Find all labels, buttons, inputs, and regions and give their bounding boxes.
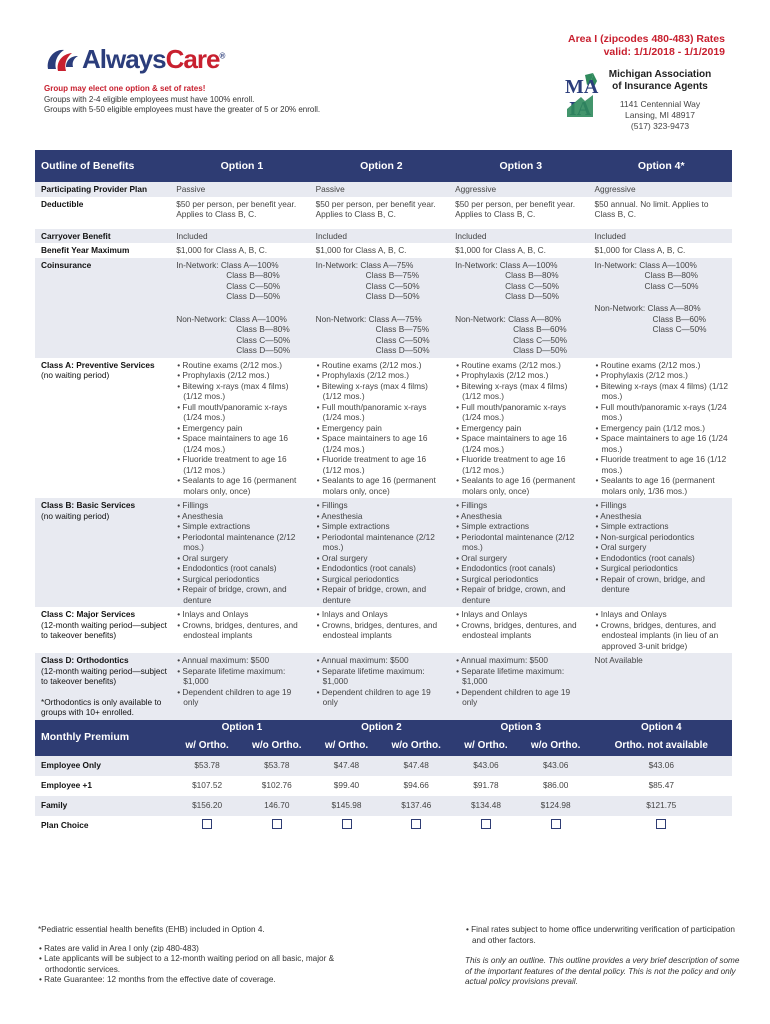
class-b-title: Class B: Basic Services — [41, 500, 136, 510]
deductible-option-3: $50 per person, per benefit year. Applies to Class B, C. — [451, 197, 590, 229]
coins-line: Class D—50% — [513, 345, 568, 355]
premium-sub: w/o Ortho. — [242, 738, 312, 756]
coins-line: Class C—50% — [652, 324, 707, 334]
coinsurance-option-1 — [172, 258, 311, 358]
footer-ehb-note: *Pediatric essential health benefits (EHB) included in Option 4. — [38, 925, 265, 934]
coins-line: Class B—80% — [505, 270, 559, 280]
coinsurance-option-2 — [312, 258, 451, 358]
row-label-coinsurance: Coinsurance — [35, 258, 172, 358]
premium-value: $43.06 — [521, 756, 591, 776]
footer-notes-left: *Pediatric essential health benefits (EHB) included in Option 4. • Rates are valid in Area I only (zip 480-483) • Late applicants will be subject to a 12-month waiting period on all basic, major & orthodontic services. • Rate Guarantee: 12 months from the effective date of coverage. — [38, 925, 368, 986]
premium-sub: w/ Ortho. — [312, 738, 382, 756]
row-label-max: Benefit Year Maximum — [35, 243, 172, 258]
premium-sub: w/o Ortho. — [381, 738, 451, 756]
row-label-class-c — [35, 607, 172, 653]
association-address1: 1141 Centennial Way — [619, 99, 701, 109]
row-label-carryover: Carryover Benefit — [35, 229, 172, 244]
premium-value: $53.78 — [242, 756, 312, 776]
plan-choice-checkbox[interactable] — [202, 819, 212, 829]
header-option-3: Option 3 — [451, 150, 590, 182]
row-label-deductible: Deductible — [35, 197, 172, 229]
class-a-title: Class A: Preventive Services — [41, 359, 155, 370]
class-c-option-4: • Inlays and Onlays • Crowns, bridges, dentures, and endosteal implants (in lieu of an approved 3-unit bridge) — [591, 607, 732, 653]
premium-value: $85.47 — [591, 776, 732, 796]
group-enrollment-note — [44, 84, 320, 116]
table-row — [35, 607, 732, 653]
table-row — [35, 653, 732, 720]
coins-line: Class D—50% — [236, 345, 291, 355]
alwayscare-logo-icon — [44, 45, 80, 75]
premium-sub: Ortho. not available — [591, 738, 732, 756]
coins-line: Class B—60% — [652, 313, 707, 324]
coinsurance-option-3 — [451, 258, 590, 358]
premium-row-label: Employee +1 — [35, 776, 172, 796]
premium-option-1: Option 1 — [172, 720, 311, 738]
coins-line: Class B—75% — [365, 270, 420, 280]
coins-line: Non-Network: Class A—80% — [594, 303, 701, 313]
premium-option-2: Option 2 — [312, 720, 451, 738]
plan-option-4: Aggressive — [591, 182, 732, 197]
plan-choice-checkbox[interactable] — [272, 819, 282, 829]
coins-line: Class B—80% — [236, 324, 290, 334]
class-d-option-2: • Annual maximum: $500 • Separate lifetime maximum: $1,000 • Dependent children to age 19 only — [312, 653, 451, 720]
class-d-sub: (12-month waiting period—subject to takeover benefits) — [41, 665, 167, 686]
premium-row-label: Family — [35, 796, 172, 816]
coinsurance-option-4 — [591, 258, 732, 358]
alwayscare-logo — [44, 44, 224, 75]
table-row — [35, 229, 732, 244]
class-b-option-4: • Fillings • Anesthesia • Simple extractions • Non-surgical periodontics • Oral surgery • Endodontics (root canals) • Surgical periodontics • Repair of crown, bridge, and denture — [591, 498, 732, 607]
premium-value: $137.46 — [381, 796, 451, 816]
association-address2: Lansing, MI 48917 — [625, 110, 695, 120]
premium-sub: w/ Ortho. — [172, 738, 242, 756]
premium-row — [35, 796, 732, 816]
premium-value: $134.48 — [451, 796, 521, 816]
class-d-option-1: • Annual maximum: $500 • Separate lifetime maximum: $1,000 • Dependent children to age 19 only — [172, 653, 311, 720]
deductible-option-1: $50 per person, per benefit year. Applies to Class B, C. — [172, 197, 311, 229]
brand-name — [82, 44, 224, 75]
premium-option-4: Option 4 — [591, 720, 732, 738]
plan-choice-checkbox[interactable] — [656, 819, 666, 829]
table-row — [35, 258, 732, 358]
class-b-option-1: • Fillings • Anesthesia • Simple extractions • Periodontal maintenance (2/12 mos.) • Oral surgery • Endodontics (root canals) • Surgical periodontics • Repair of bridge, crown, and denture — [172, 498, 311, 607]
premium-header-row — [35, 720, 732, 738]
footer-disclaimer: This is only an outline. This outline provides a very brief description of some of the important features of the dental policy. This is not the policy and only actual policy provisions prevail. — [465, 956, 740, 986]
premium-value: $102.76 — [242, 776, 312, 796]
footer-right-bullet: Final rates subject to home office underwriting verification of participation and other factors. — [471, 925, 735, 945]
row-label-class-d — [35, 653, 172, 720]
max-option-3: $1,000 for Class A, B, C. — [451, 243, 590, 258]
table-row — [35, 243, 732, 258]
class-b-sub: (no waiting period) — [41, 510, 110, 521]
class-a-sub: (no waiting period) — [41, 370, 110, 380]
association-name-line2: of Insurance Agents — [612, 81, 708, 92]
coins-line: Class C—50% — [505, 280, 560, 291]
class-c-sub: (12-month waiting period—subject to takeover benefits) — [41, 619, 167, 640]
area-line1: Area I (zipcodes 480-483) Rates — [568, 33, 725, 45]
carryover-option-1: Included — [172, 229, 311, 244]
coins-line: Class C—50% — [236, 334, 291, 345]
row-label-plan: Participating Provider Plan — [35, 182, 172, 197]
premium-option-3: Option 3 — [451, 720, 590, 738]
coins-line: Class C—50% — [644, 280, 699, 291]
class-a-option-3: • Routine exams (2/12 mos.) • Prophylaxis (2/12 mos.) • Bitewing x-rays (max 4 films) (1/12 mos.) • Full mouth/panoramic x-rays (1/24 mos.) • Emergency pain • Space maintainers to age 16 (1/24 mos.) • Fluoride treatment to age 16 (1/12 mos.) • Sealants to age 16 (permanent molars only, once) — [451, 358, 590, 499]
brand-name-part2: Care — [165, 44, 220, 74]
carryover-option-3: Included — [451, 229, 590, 244]
coins-line: Class C—50% — [226, 280, 281, 291]
group-note-line2: Groups with 5-50 eligible employees must have the greater of 5 or 20% enroll. — [44, 105, 321, 114]
premium-value: $124.98 — [521, 796, 591, 816]
class-a-option-2: • Routine exams (2/12 mos.) • Prophylaxis (2/12 mos.) • Bitewing x-rays (max 4 films) (1/12 mos.) • Full mouth/panoramic x-rays (1/24 mos.) • Emergency pain • Space maintainers to age 16 (1/24 mos.) • Fluoride treatment to age 16 (1/12 mos.) • Sealants to age 16 (permanent molars only, once) — [312, 358, 451, 499]
premium-value: $53.78 — [172, 756, 242, 776]
coins-line: In-Network: Class A—100% — [176, 259, 279, 270]
premium-value: $43.06 — [591, 756, 732, 776]
class-b-option-3: • Fillings • Anesthesia • Simple extractions • Periodontal maintenance (2/12 mos.) • Oral surgery • Endodontics (root canals) • Surgical periodontics • Repair of bridge, crown, and denture — [451, 498, 590, 607]
coins-line: Class B—75% — [375, 324, 430, 334]
premium-value: $94.66 — [381, 776, 451, 796]
group-note-headline: Group may elect one option & set of rates! — [44, 84, 206, 93]
header-option-4: Option 4* — [591, 150, 732, 182]
coins-line: Class B—80% — [226, 270, 280, 280]
plan-choice-checkbox[interactable] — [481, 819, 491, 829]
footer-bullet: Rates are valid in Area I only (zip 480-483) — [44, 943, 199, 953]
coins-line: Non-Network: Class A—75% — [315, 313, 422, 324]
premium-value: $99.40 — [312, 776, 382, 796]
premium-value: $43.06 — [451, 756, 521, 776]
brand-name-part1: Always — [82, 44, 166, 74]
coins-line: In-Network: Class A—100% — [594, 259, 697, 270]
deductible-option-4: $50 annual. No limit. Applies to Class B, C. — [591, 197, 732, 229]
class-a-option-1: • Routine exams (2/12 mos.) • Prophylaxis (2/12 mos.) • Bitewing x-rays (max 4 films) (1/12 mos.) • Full mouth/panoramic x-rays (1/24 mos.) • Emergency pain • Space maintainers to age 16 (1/24 mos.) • Fluoride treatment to age 16 (1/12 mos.) • Sealants to age 16 (permanent molars only, once) — [172, 358, 311, 499]
class-b-option-2: • Fillings • Anesthesia • Simple extractions • Periodontal maintenance (2/12 mos.) • Oral surgery • Endodontics (root canals) • Surgical periodontics • Repair of bridge, crown, and denture — [312, 498, 451, 607]
class-c-option-2: • Inlays and Onlays • Crowns, bridges, dentures, and endosteal implants — [312, 607, 451, 653]
premium-row-label: Employee Only — [35, 756, 172, 776]
carryover-option-4: Included — [591, 229, 732, 244]
benefits-header-row — [35, 150, 732, 182]
class-d-option-4: Not Available — [591, 653, 732, 720]
association-info — [595, 69, 725, 132]
coins-line: Class D—50% — [505, 291, 560, 301]
coins-line: In-Network: Class A—100% — [455, 259, 558, 270]
coins-line: Non-Network: Class A—100% — [176, 313, 287, 324]
premium-row — [35, 756, 732, 776]
coins-line: Class C—50% — [513, 334, 568, 345]
plan-choice-row — [35, 816, 732, 836]
footer-bullet: Rate Guarantee: 12 months from the effective date of coverage. — [44, 975, 276, 984]
plan-choice-label: Plan Choice — [35, 816, 172, 836]
premium-value: $86.00 — [521, 776, 591, 796]
plan-choice-checkbox[interactable] — [411, 819, 421, 829]
row-label-class-b — [35, 498, 172, 607]
association-phone: (517) 323-9473 — [630, 121, 690, 131]
row-label-class-a — [35, 358, 172, 499]
header-option-1: Option 1 — [172, 150, 311, 182]
table-row — [35, 197, 732, 229]
plan-choice-checkbox[interactable] — [342, 819, 352, 829]
coins-line: Class C—50% — [375, 334, 430, 345]
coins-line: Non-Network: Class A—80% — [455, 313, 562, 324]
class-c-option-1: • Inlays and Onlays • Crowns, bridges, dentures, and endosteal implants — [172, 607, 311, 653]
table-row — [35, 498, 732, 607]
max-option-2: $1,000 for Class A, B, C. — [312, 243, 451, 258]
area-line2: valid: 1/1/2018 - 1/1/2019 — [603, 46, 725, 58]
plan-option-1: Passive — [172, 182, 311, 197]
coins-line: Class B—60% — [513, 324, 567, 334]
class-d-option-3: • Annual maximum: $500 • Separate lifetime maximum: $1,000 • Dependent children to age 19 only — [451, 653, 590, 720]
coins-line: Class B—80% — [644, 270, 699, 280]
premium-value: $145.98 — [312, 796, 382, 816]
max-option-4: $1,000 for Class A, B, C. — [591, 243, 732, 258]
monthly-premium-label: Monthly Premium — [35, 720, 172, 756]
deductible-option-2: $50 per person, per benefit year. Applies to Class B, C. — [312, 197, 451, 229]
premium-row — [35, 776, 732, 796]
plan-option-2: Passive — [312, 182, 451, 197]
group-note-line1: Groups with 2-4 eligible employees must have 100% enroll. — [44, 94, 255, 104]
table-row — [35, 358, 732, 499]
max-option-1: $1,000 for Class A, B, C. — [172, 243, 311, 258]
header-outline: Outline of Benefits — [35, 150, 172, 182]
class-c-title: Class C: Major Services — [41, 609, 136, 619]
premium-value: $47.48 — [312, 756, 382, 776]
footer-notes-right: • Final rates subject to home office underwriting verification of participation and other factors. This is only an outline. This outline provides a very brief description of some of the important features of the dental policy. This is not the policy and only actual policy provisions prevail. — [465, 925, 740, 986]
class-d-note: *Orthodontics is only available to groups with 10+ enrolled. — [41, 696, 162, 717]
maia-logo-text-top: MA — [565, 76, 599, 98]
benefits-table — [35, 150, 732, 836]
plan-choice-checkbox[interactable] — [551, 819, 561, 829]
premium-value: 146.70 — [242, 796, 312, 816]
premium-value: $47.48 — [381, 756, 451, 776]
class-c-option-3: • Inlays and Onlays • Crowns, bridges, dentures, and endosteal implants — [451, 607, 590, 653]
footer-bullet: Late applicants will be subject to a 12-month waiting period on all basic, major & orthodontic services. — [44, 954, 335, 974]
area-rates-title — [568, 33, 725, 59]
coins-line: Class D—50% — [226, 291, 281, 301]
table-row — [35, 182, 732, 197]
premium-value: $107.52 — [172, 776, 242, 796]
registered-mark: ® — [219, 51, 225, 61]
premium-value: $91.78 — [451, 776, 521, 796]
association-name-line1: Michigan Association — [608, 69, 712, 80]
coins-line: Class D—50% — [375, 345, 430, 355]
carryover-option-2: Included — [312, 229, 451, 244]
premium-sub: w/o Ortho. — [521, 738, 591, 756]
header-option-2: Option 2 — [312, 150, 451, 182]
coins-line: Class C—50% — [365, 280, 420, 291]
premium-value: $156.20 — [172, 796, 242, 816]
plan-option-3: Aggressive — [451, 182, 590, 197]
premium-sub: w/ Ortho. — [451, 738, 521, 756]
coins-line: In-Network: Class A—75% — [315, 259, 414, 270]
premium-value: $121.75 — [591, 796, 732, 816]
coins-line: Class D—50% — [365, 291, 420, 301]
class-a-option-4: • Routine exams (2/12 mos.) • Prophylaxis (2/12 mos.) • Bitewing x-rays (max 4 films) (1/12 mos.) • Full mouth/panoramic x-rays (1/24 mos.) • Emergency pain (1/12 mos.) • Space maintainers to age 16 (1/24 mos.) • Fluoride treatment to age 16 (1/12 mos.) • Sealants to age 16 (permanent molars only, 1/36 mos.) — [591, 358, 732, 499]
class-d-title: Class D: Orthodontics — [41, 655, 129, 665]
